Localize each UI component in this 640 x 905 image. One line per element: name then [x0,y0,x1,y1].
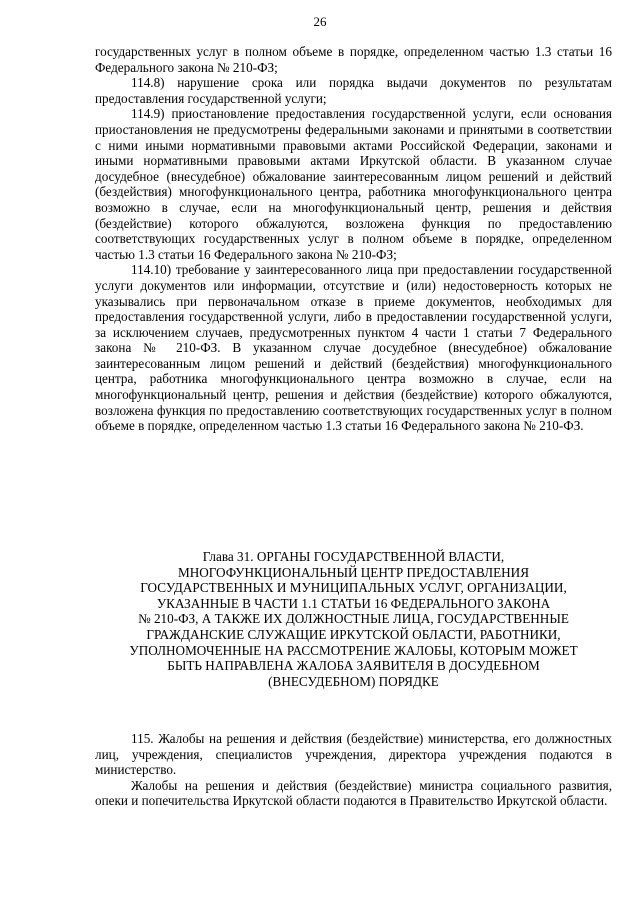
document-body [95,44,612,434]
document-body-continued [95,731,612,809]
chapter-heading-line: УКАЗАННЫЕ В ЧАСТИ 1.1 СТАТЬИ 16 ФЕДЕРАЛЬНОГО ЗАКОНА [156,595,551,611]
chapter-heading-line: № 210-ФЗ, А ТАКЖЕ ИХ ДОЛЖНОСТНЫЕ ЛИЦА, ГОСУДАРСТВЕННЫЕ [138,611,569,627]
page-number: 26 [313,14,327,29]
chapter-heading-line: МНОГОФУНКЦИОНАЛЬНЫЙ ЦЕНТР ПРЕДОСТАВЛЕНИЯ [177,564,530,580]
paragraph-115: 115. Жалобы на решения и действия (бездействие) министерства, его должностных лиц, учреждения, специалистов учреждения, директора учреждения подаются в министерство. [95,731,612,778]
chapter-heading-line: ГОСУДАРСТВЕННЫХ И МУНИЦИПАЛЬНЫХ УСЛУГ, ОРГАНИЗАЦИИ, [140,580,567,596]
paragraph-complaints-minister: Жалобы на решения и действия (бездействие) министра социального развития, опеки и попечительства Иркутской области подаются в Правительство Иркутской области. [95,777,612,809]
chapter-heading [95,549,612,689]
chapter-heading-line: ГРАЖДАНСКИЕ СЛУЖАЩИЕ ИРКУТСКОЙ ОБЛАСТИ, РАБОТНИКИ, [146,626,561,642]
chapter-heading-line: (ВНЕСУДЕБНОМ) ПОРЯДКЕ [268,673,439,689]
chapter-heading-line: Глава 31. ОРГАНЫ ГОСУДАРСТВЕННОЙ ВЛАСТИ, [202,549,505,564]
paragraph-continuation: государственных услуг в полном объеме в порядке, определенном частью 1.3 статьи 16 Федерального закона № 210-ФЗ; [95,44,612,75]
chapter-heading-line: УПОЛНОМОЧЕННЫЕ НА РАССМОТРЕНИЕ ЖАЛОБЫ, КОТОРЫМ МОЖЕТ [129,642,578,658]
paragraph-114-10: 114.10) требование у заинтересованного лица при предоставлении государственной услуги документов или информации, отсутствие и (или) недостоверность которых не указывались при первоначальном отказе в приеме документов, необходимых для предоставления государственной услуги, либо в предоставлении государственной услуги, за исключением случаев, предусмотренных пунктом 4 части 1 статьи 7 Федерального закона № 210-ФЗ. В указанном случае досудебное (внесудебное) обжалование заинтересованным лицом решений и действий (бездействия) многофункционального центра, работника многофункционального центра возможно в случае, если на многофункциональный центр, решения и действия (бездействие) которого обжалуются, возложена функция по предоставлению соответствующих государственных услуг в полном объеме в порядке, определенном частью 1.3 статьи 16 Федерального закона № 210-ФЗ. [95,262,612,434]
chapter-heading-line: БЫТЬ НАПРАВЛЕНА ЖАЛОБА ЗАЯВИТЕЛЯ В ДОСУДЕБНОМ [167,658,540,674]
paragraph-114-9: 114.9) приостановление предоставления государственной услуги, если основания приостановления не предусмотрены федеральными законами и принятыми в соответствии с ними иными нормативными правовыми актами Российской Федерации, законами и иными нормативными правовыми актами Иркутской области. В указанном случае досудебное (внесудебное) обжалование заинтересованным лицом решений и действий (бездействия) многофункционального центра, работника многофункционального центра возможно в случае, если на многофункциональный центр, решения и действия (бездействие) которого обжалуются, возложена функция по предоставлению соответствующих государственных услуг в полном объеме в порядке, определенном частью 1.3 статьи 16 Федерального закона № 210-ФЗ; [95,106,612,262]
paragraph-114-8: 114.8) нарушение срока или порядка выдачи документов по результатам предоставления государственной услуги; [95,75,612,106]
